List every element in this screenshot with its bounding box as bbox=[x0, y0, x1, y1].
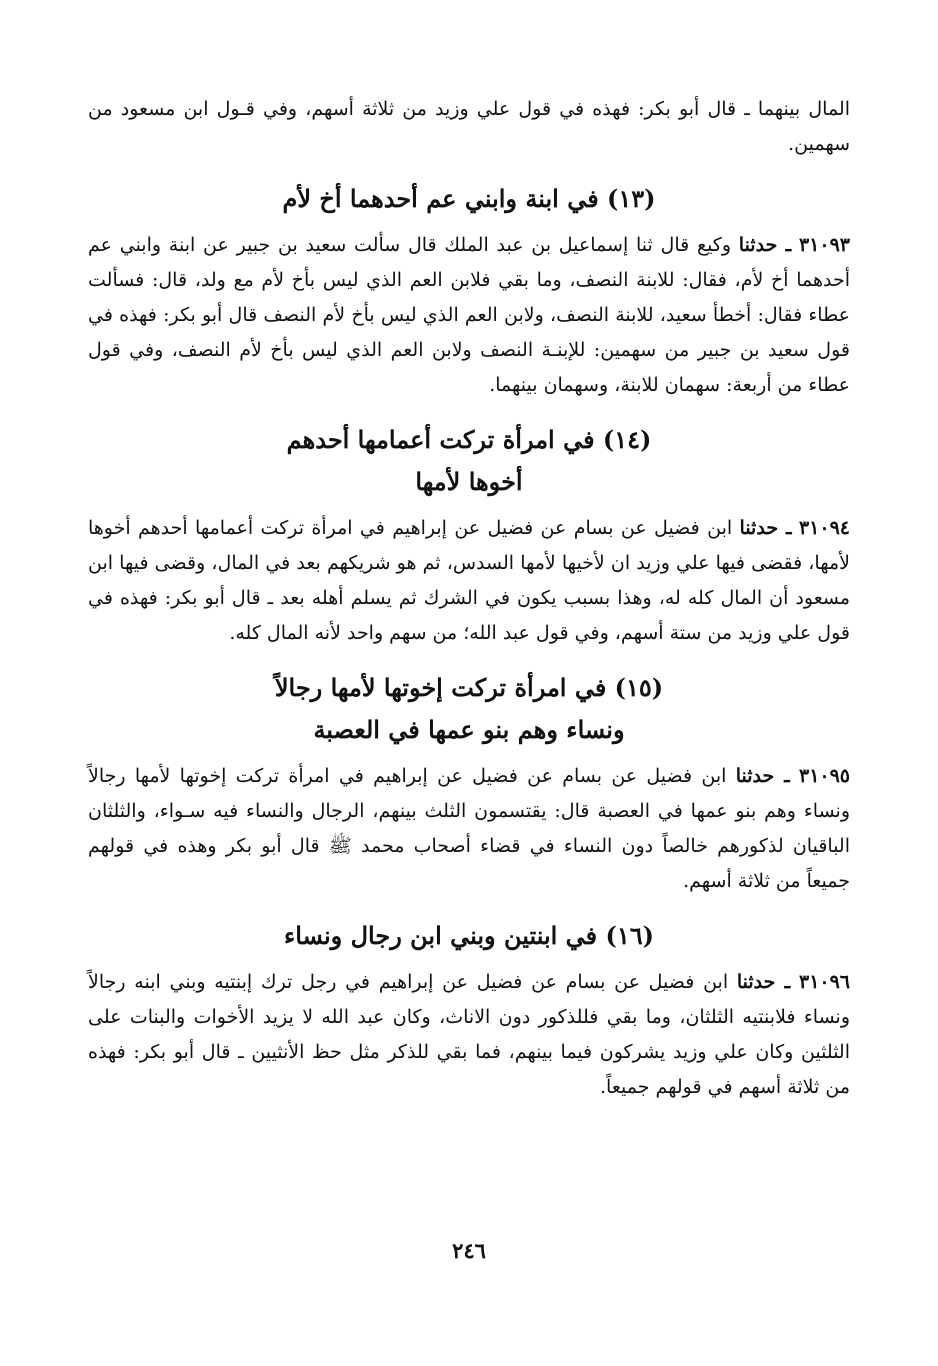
section-heading-line: (١٤) في امرأة تركت أعمامها أحدهم bbox=[286, 425, 652, 454]
hadith-body: ابن فضيل عن بسام عن فضيل عن إبراهيم في امرأة تركت أعمامها أحدهم أخوها لأمها، فقضى فيها علي وزيد ان لأخيها لأمها السدس، ثم هو شريكهم بعد في المال، وقضى فيها ابن مسعود أن المال كله له، وهذا بسبب يكون في الشرك ثم يسلم أهله بعد ـ قال أبو بكر: فهذه في قول علي وزيد من ستة أسهم، وفي قول عبد الله؛ من سهم واحد لأنه المال كله. bbox=[88, 517, 850, 644]
page-body bbox=[88, 92, 850, 1105]
section-heading-line: (١٥) في امرأة تركت إخوتها لأمها رجالاً bbox=[274, 673, 664, 702]
hadith-number: ٣١٠٩٦ bbox=[798, 971, 851, 993]
section-14 bbox=[88, 419, 850, 651]
hadith-lead: ـ حدثنا bbox=[738, 234, 792, 256]
spacer bbox=[88, 651, 850, 667]
hadith-number: ٣١٠٩٥ bbox=[798, 765, 851, 787]
hadith-paragraph bbox=[88, 965, 850, 1105]
section-heading-line: (١٦) في ابنتين وبني ابن رجال ونساء bbox=[283, 921, 655, 950]
hadith-body: ابن فضيل عن بسام عن فضيل عن إبراهيم في امرأة تركت إخوتها لأمها رجالاً ونساء وهم بنو عمها في العصبة قال: يقتسمون الثلث بينهم، الرجال والنساء فيه سـواء، والثلثان الباقيان لذكورهم خالصاً دون النساء في قضاء أصحاب محمد ﷺ قال أبو بكر وهذه في قولهم جميعاً من ثلاثة أسهم. bbox=[88, 765, 850, 892]
section-16 bbox=[88, 915, 850, 1105]
spacer bbox=[88, 751, 850, 759]
spacer bbox=[88, 957, 850, 965]
section-heading bbox=[88, 915, 850, 957]
hadith-number: ٣١٠٩٤ bbox=[798, 517, 850, 539]
hadith-number: ٣١٠٩٣ bbox=[798, 234, 850, 256]
hadith-body: وكيع قال ثنا إسماعيل بن عبد الملك قال سألت سعيد بن جبير عن ابنة وابني عم أحدهما أخ لأم، فقال: للابنة النصف، وما بقي فلابن العم الذي ليس بأخ لأم مع ولد، قال: فسألت عطاء فقال: أخطأ سعيد، للابنة النصف، ولابن العم الذي ليس بأخ لأم النصف قال أبو بكر: فهذه في قول سعيد بن جبير من سهمين: للإبنـة النصف ولابن العم الذي ليس بأخ لأم النصف، وفي قول عطاء من أربعة: سهمان للابنة، وسهمان بينهما. bbox=[88, 234, 850, 396]
hadith-lead: ـ حدثنا bbox=[736, 971, 791, 993]
hadith-paragraph bbox=[88, 759, 850, 899]
page-number: ٢٤٦ bbox=[452, 1238, 486, 1263]
hadith-lead: ـ حدثنا bbox=[735, 765, 790, 787]
section-heading-line: (١٣) في ابنة وابني عم أحدهما أخ لأم bbox=[282, 184, 656, 213]
spacer bbox=[88, 162, 850, 178]
section-13 bbox=[88, 178, 850, 403]
spacer bbox=[88, 403, 850, 419]
section-heading-line: أخوها لأمها bbox=[415, 467, 523, 496]
section-heading bbox=[88, 667, 850, 751]
hadith-body: ابن فضيل عن بسام عن فضيل عن إبراهيم في رجل ترك إبنتيه وبني ابنه رجالاً ونساء فلابنتيه الثلثان، وما بقي فللذكور دون الاناث، وكان عبد الله لا يزيد الأخوات والبنات على الثلثين وكان علي وزيد يشركون فيما بينهم، فما بقي للذكر مثل حظ الأنثيين ـ قال أبو بكر: فهذه من ثلاثة أسهم في قولهم جميعاً. bbox=[88, 971, 850, 1098]
section-15 bbox=[88, 667, 850, 899]
section-heading-line: ونساء وهم بنو عمها في العصبة bbox=[313, 715, 625, 744]
section-heading bbox=[88, 178, 850, 220]
spacer bbox=[88, 220, 850, 228]
section-heading bbox=[88, 419, 850, 503]
spacer bbox=[88, 503, 850, 511]
hadith-paragraph bbox=[88, 511, 850, 651]
intro-text: المال بينهما ـ قال أبو بكر: فهذه في قول علي وزيد من ثلاثة أسهم، وفي قـول ابن مسعود من سهمين. bbox=[88, 98, 850, 155]
intro-paragraph bbox=[88, 92, 850, 162]
hadith-paragraph bbox=[88, 228, 850, 403]
hadith-lead: ـ حدثنا bbox=[739, 517, 792, 539]
spacer bbox=[88, 899, 850, 915]
